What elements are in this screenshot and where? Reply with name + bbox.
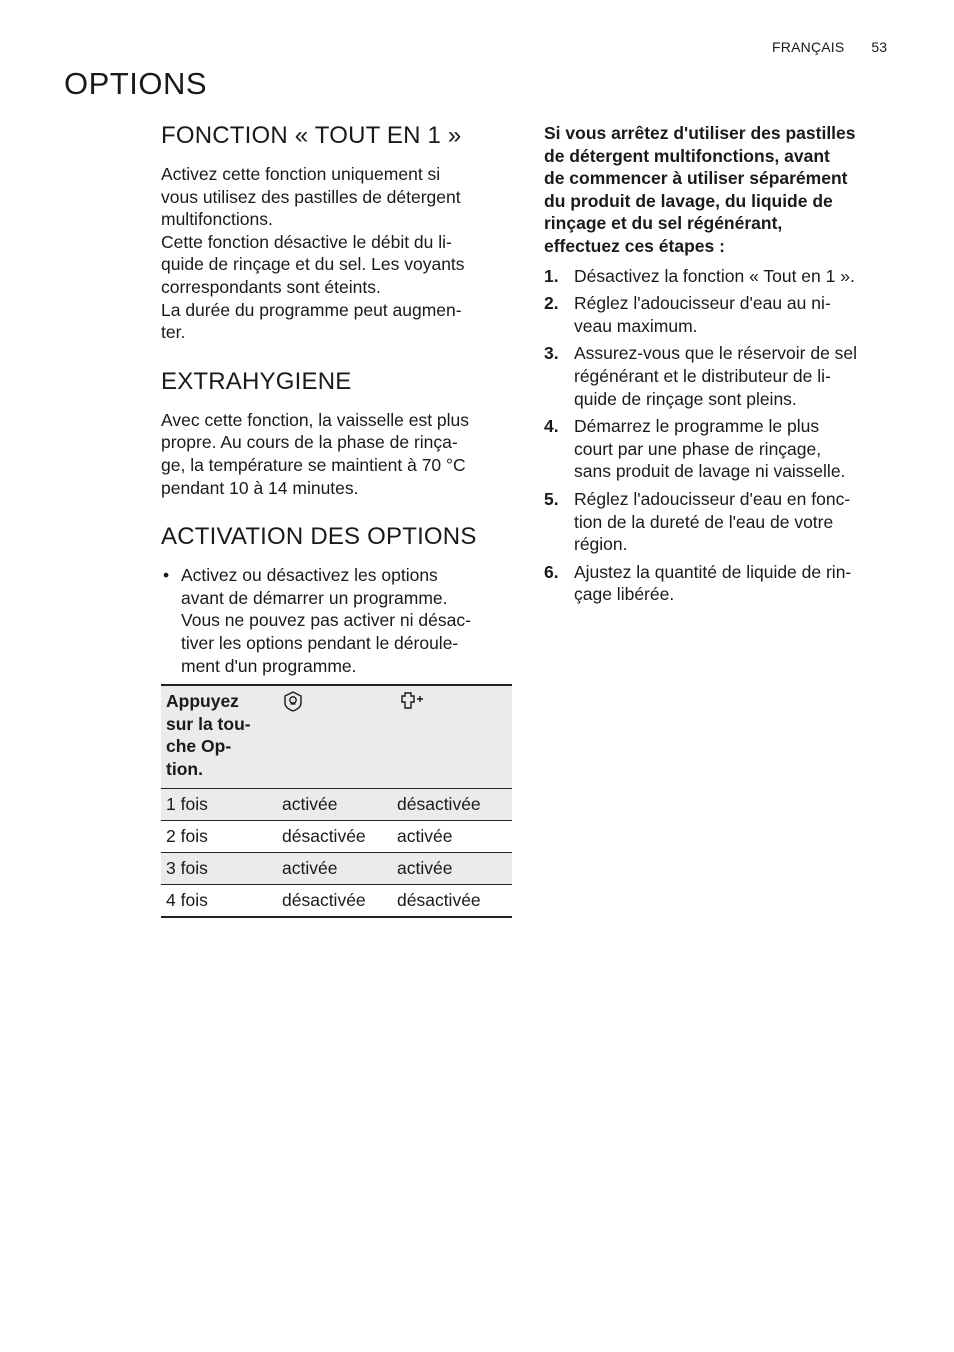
header-language: FRANÇAIS [772,39,845,55]
table-cell: désactivée [277,821,392,853]
options-table [161,684,512,918]
right-column [544,122,896,611]
multitab-icon [282,690,304,712]
table-cell: activée [277,789,392,821]
page-header [772,39,887,55]
steps-intro: Si vous arrêtez d'utiliser des pastilles de détergent multifonctions, avant de commencer à utiliser séparément du produit de lavage, du liquide de rinçage et du sel régénérant, effectuez ces étapes : [544,123,856,256]
table-cell: 1 fois [161,789,277,821]
table-row [161,853,512,885]
table-header-press: Appuyez sur la tou- che Op- tion. [166,691,251,779]
step-number: 5. [544,488,559,509]
page-number: 53 [871,39,887,55]
list-item: • Activez ou désactivez les options avant de démarrer un programme. Vous ne pouvez pas activer ni désac- tiver les options pendant le déroule- ment d'un programme. [161,564,513,677]
table-cell: 2 fois [161,821,277,853]
left-column [161,120,513,918]
step-number: 3. [544,343,559,364]
table-header-row [161,685,512,789]
table-cell: activée [392,821,512,853]
table-cell: 3 fois [161,853,277,885]
step-number: 1. [544,265,559,286]
step-number: 6. [544,561,559,582]
table-header-multitab [277,685,392,789]
table-row [161,789,512,821]
section-body-tout-en-1: Activez cette fonction uniquement si vous utilisez des pastilles de détergent multifonctions. Cette fonction désactive le débit du li- quide de rinçage et du sel. Les voyants correspondants sont éteints. La durée du programme peut augmen- ter. [161,164,465,343]
list-item: 6. Ajustez la quantité de liquide de rin- çage libérée. [544,561,852,605]
list-item: 4. Démarrez le programme le plus court par une phase de rinçage, sans produit de lavage ni vaisselle. [544,416,846,482]
table-cell: désactivée [392,789,512,821]
list-item: 2. Réglez l'adoucisseur d'eau au ni- veau maximum. [544,293,831,336]
list-item: 3. Assurez-vous que le réservoir de sel régénérant et le distributeur de li- quide de rinçage sont pleins. [544,343,858,409]
table-cell: activée [277,853,392,885]
section-activation [161,521,513,918]
section-body-extrahygiene: Avec cette fonction, la vaisselle est plus propre. Au cours de la phase de rinça- ge, la température se maintient à 70 °C pendant 10 à 14 minutes. [161,409,470,498]
table-cell: 4 fois [161,885,277,918]
table-cell: désactivée [277,885,392,918]
section-tout-en-1 [161,120,513,344]
section-heading-extrahygiene: EXTRAHYGIENE [161,367,352,395]
step-number: 2. [544,293,559,314]
steps-list [544,265,896,606]
page-title: OPTIONS [64,66,208,101]
extrahygiene-icon [397,690,425,712]
section-heading-tout-en-1: FONCTION « TOUT EN 1 » [161,122,462,149]
table-cell: désactivée [392,885,512,918]
step-number: 4. [544,416,559,437]
table-header-extrahygiene [392,685,512,789]
list-item: 5. Réglez l'adoucisseur d'eau en fonc- tion de la dureté de l'eau de votre région. [544,488,851,555]
table-cell: activée [392,853,512,885]
table-row [161,885,512,918]
list-item: 1. Désactivez la fonction « Tout en 1 ». [544,265,855,286]
activation-bullet-list [161,564,513,677]
section-heading-activation: ACTIVATION DES OPTIONS [161,523,477,551]
section-extrahygiene [161,366,513,499]
table-row [161,821,512,853]
